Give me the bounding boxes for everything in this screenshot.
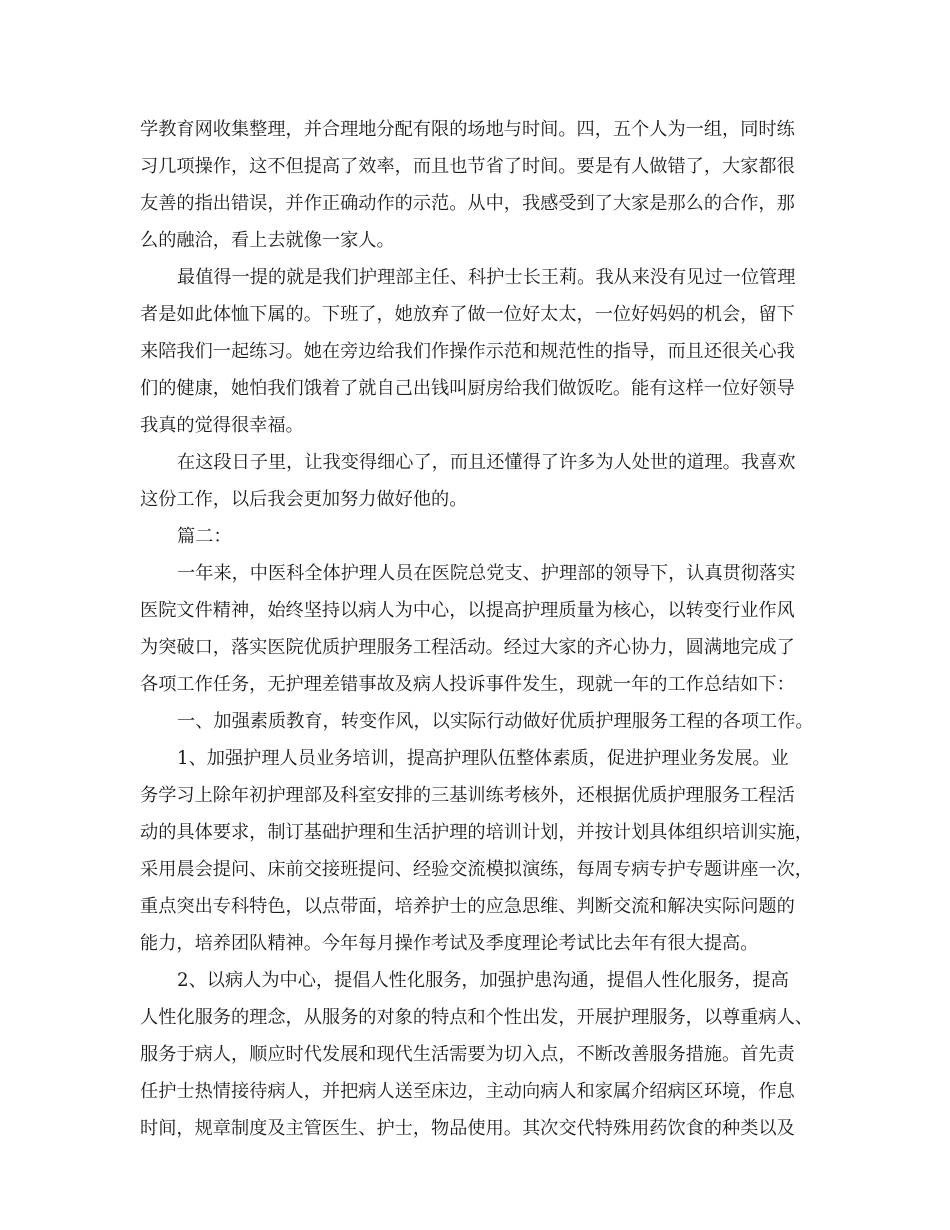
paragraph-first-line: 一、加强素质教育，转变作风，以实际行动做好优质护理服务工程的各项工作。 bbox=[177, 711, 814, 732]
text-line: 么的融洽，看上去就像一家人。 bbox=[140, 230, 395, 251]
text-line: 务学习上除年初护理部及科室安排的三基训练考核外，还根据优质护理服务工程活 bbox=[140, 785, 795, 806]
text-line: 者是如此体恤下属的。下班了，她放弃了做一位好太太，一位好妈妈的机会，留下 bbox=[140, 304, 795, 325]
paragraph-first-line: 最值得一提的就是我们护理部主任、科护士长王莉。我从来没有见过一位管理 bbox=[177, 267, 796, 288]
paragraph-first-line: 1、加强护理人员业务培训，提高护理队伍整体素质，促进护理业务发展。业 bbox=[177, 748, 789, 769]
text-line: 学教育网收集整理，并合理地分配有限的场地与时间。四，五个人为一组，同时练 bbox=[140, 119, 795, 140]
text-line: 们的健康，她怕我们饿着了就自己出钱叫厨房给我们做饭吃。能有这样一位好领导 bbox=[140, 378, 795, 399]
section-heading: 篇二： bbox=[177, 526, 232, 547]
paragraph-first-line: 一年来，中医科全体护理人员在医院总党支、护理部的领导下，认真贯彻落实 bbox=[177, 563, 796, 584]
text-line: 我真的觉得很幸福。 bbox=[140, 415, 304, 436]
text-line: 来陪我们一起练习。她在旁边给我们作操作示范和规范性的指导，而且还很关心我 bbox=[140, 341, 795, 362]
paragraph-first-line: 在这段日子里，让我变得细心了，而且还懂得了许多为人处世的道理。我喜欢 bbox=[177, 452, 796, 473]
text-line: 采用晨会提问、床前交接班提问、经验交流模拟演练，每周专病专护专题讲座一次， bbox=[140, 859, 813, 880]
text-line: 这份工作，以后我会更加努力做好他的。 bbox=[140, 489, 468, 510]
paragraph-first-line: 2、以病人为中心，提倡人性化服务，加强护患沟通，提倡人性化服务，提高 bbox=[177, 970, 789, 991]
text-line: 重点突出专科特色，以点带面，培养护士的应急思维、判断交流和解决实际问题的 bbox=[140, 896, 795, 917]
text-line: 友善的指出错误，并作正确动作的示范。从中，我感受到了大家是那么的合作，那 bbox=[140, 193, 795, 214]
text-line: 习几项操作，这不但提高了效率，而且也节省了时间。要是有人做错了，大家都很 bbox=[140, 156, 795, 177]
text-line: 动的具体要求，制订基础护理和生活护理的培训计划，并按计划具体组织培训实施， bbox=[140, 822, 813, 843]
text-line: 人性化服务的理念，从服务的对象的特点和个性出发，开展护理服务，以尊重病人、 bbox=[140, 1007, 813, 1028]
text-line: 服务于病人，顺应时代发展和现代生活需要为切入点，不断改善服务措施。首先责 bbox=[140, 1044, 795, 1065]
text-line: 能力，培养团队精神。今年每月操作考试及季度理论考试比去年有很大提高。 bbox=[140, 933, 759, 954]
text-line: 医院文件精神，始终坚持以病人为中心，以提高护理质量为核心，以转变行业作风 bbox=[140, 600, 795, 621]
text-line: 时间，规章制度及主管医生、护士，物品使用。其次交代特殊用药饮食的种类以及 bbox=[140, 1118, 795, 1139]
text-line: 任护士热情接待病人，并把病人送至床边，主动向病人和家属介绍病区环境，作息 bbox=[140, 1081, 795, 1102]
text-line: 各项工作任务，无护理差错事故及病人投诉事件发生，现就一年的工作总结如下： bbox=[140, 674, 795, 695]
text-line: 为突破口，落实医院优质护理服务工程活动。经过大家的齐心协力，圆满地完成了 bbox=[140, 637, 795, 658]
